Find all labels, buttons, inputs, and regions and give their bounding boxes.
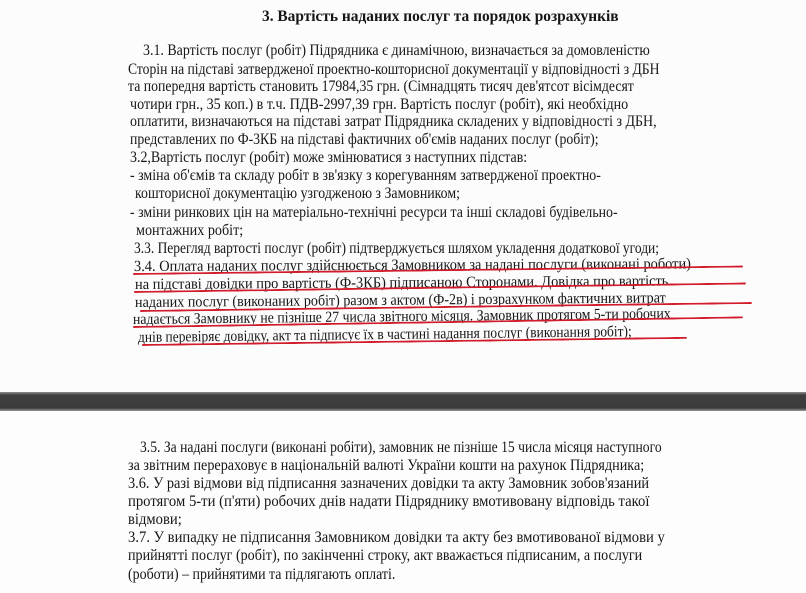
text-line: на підставі довідки про вартість (Ф-3КБ) підписаною Сторонами. Довідка про вартість xyxy=(134,272,669,293)
text-line: - зміни ринкових цін на матеріально-технічні ресурси та інші складові будівельно- xyxy=(130,204,618,221)
text-line: відмови; xyxy=(128,511,182,528)
text-line: надається Замовнику не пізніше 27 числа звітного місяця. Замовник протягом 5-ти робочих xyxy=(132,305,671,328)
text-line: монтажних робіт; xyxy=(136,222,244,239)
text-line: чотири грн., 35 коп.) в т.ч. ПДВ-2997,39 грн. Вартість послуг (робіт), які необхідно xyxy=(130,96,629,113)
text-line: Сторін на підставі затвердженої проектно-кошторисної документації у відповідності з ДБН xyxy=(128,61,660,78)
text-line: наданих послуг (виконаних робіт) разом з актом (Ф-2в) і розрахунком фактичних витрат xyxy=(134,289,666,311)
text-line: оплатити, визначаються на підставі затрат Підрядника складених у відповідності з ДБН, xyxy=(130,113,657,130)
text-line: 3.2,Вартість послуг (робіт) може змінюватися з наступних підстав: xyxy=(130,149,528,166)
section-heading: 3. Вартість наданих послуг та порядок розрахунків xyxy=(262,8,619,25)
text-line: 3.7. У випадку не підписання Замовником довідки та акту без вмотивованої відмови у xyxy=(128,529,665,546)
text-line: - зміна об'ємів та складу робіт в зв'язку з корегуванням затвердженої проектно- xyxy=(130,167,601,184)
text-line: 3.5. За надані послуги (виконані робіти), замовник не пізніше 15 числа місяця наступного xyxy=(140,439,662,456)
text-line: (роботи) – прийнятими та підлягають оплаті. xyxy=(128,566,396,583)
scanned-page-bottom xyxy=(0,411,806,593)
text-line: 3.3. Перегляд вартості послуг (робіт) підтверджується шляхом укладення додаткової угоди; xyxy=(134,240,659,257)
text-line: 3.4. Оплата наданих послуг здійснюється Замовником за надані послуги (виконані роботи) xyxy=(133,255,691,275)
text-line: представлених по Ф-3КБ на підставі фактичних об'ємів наданих послуг (робіт); xyxy=(130,131,599,148)
text-line: за звітним перераховує в національній валюті України кошти на рахунок Підрядника; xyxy=(128,457,645,474)
text-line: прийнятті послуг (робіт), по закінченні строку, акт вважається підписаним, а послуги xyxy=(128,547,643,564)
text-line: протягом 5-ти (п'яти) робочих днів надати Підряднику вмотивовану відповідь такої xyxy=(128,493,650,510)
text-line: кошторисної документацію узгодженою з Замовником; xyxy=(135,185,460,202)
scan-page-separator xyxy=(0,392,806,411)
text-line: 3.6. У разі відмови від підписання зазначених довідки та акту Замовник зобов'язаний xyxy=(128,475,650,492)
text-line: днів перевіряє довідку, акт та підписує їх в частині надання послуг (виконання робіт); xyxy=(137,323,632,346)
text-line: 3.1. Вартість послуг (робіт) Підрядника є динамічною, визначається за домовленістю xyxy=(143,42,650,59)
text-line: та попередня вартість становить 17984,35 грн. (Сімнадцять тисяч дев'ятсот вісімдесят xyxy=(128,78,634,95)
